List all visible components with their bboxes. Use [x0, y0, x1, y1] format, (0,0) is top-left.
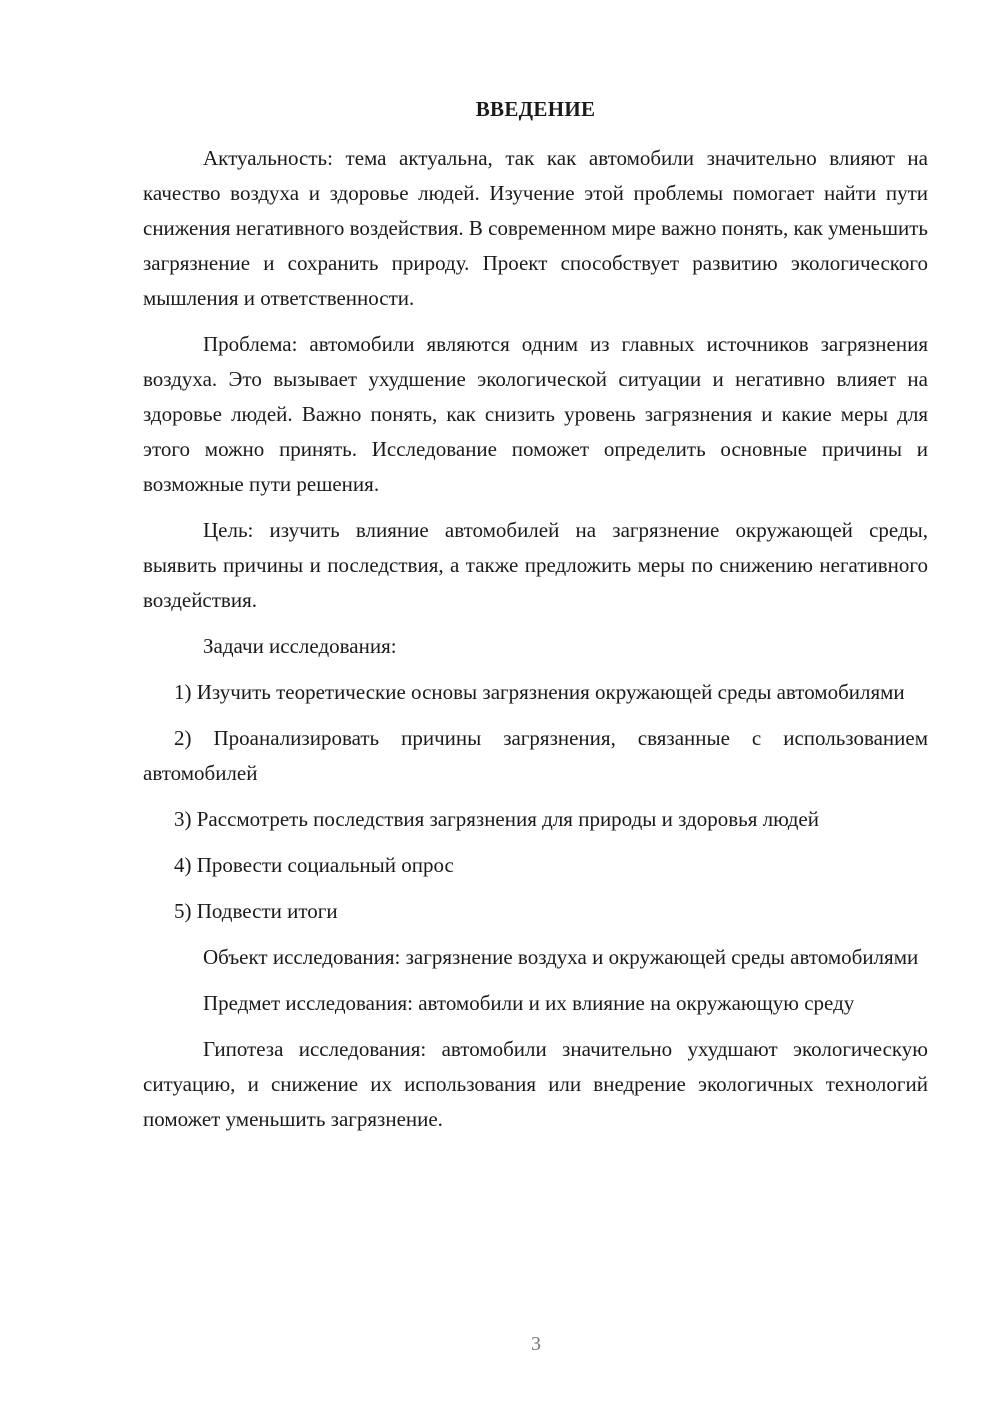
paragraph-tasks-heading: Задачи исследования: — [203, 634, 397, 658]
paragraph-goal: Цель: изучить влияние автомобилей на загрязнение окружающей среды, выявить причины и последствия, а также предложить меры по снижению негативного воздействия. — [143, 518, 928, 612]
paragraph-hypothesis: Гипотеза исследования: автомобили значительно ухудшают экологическую ситуацию, и снижение их использования или внедрение экологичных технологий поможет уменьшить загрязнение. — [143, 1037, 928, 1131]
task-item-3: 3) Рассмотреть последствия загрязнения для природы и здоровья людей — [174, 807, 819, 831]
task-item-5: 5) Подвести итоги — [174, 899, 338, 923]
task-item-2: 2) Проанализировать причины загрязнения, связанные с использованием автомобилей — [143, 726, 928, 785]
task-item-4: 4) Провести социальный опрос — [174, 853, 454, 877]
task-item-1: 1) Изучить теоретические основы загрязнения окружающей среды автомобилями — [174, 680, 905, 704]
document-page — [143, 94, 928, 1148]
paragraph-object: Объект исследования: загрязнение воздуха и окружающей среды автомобилями — [203, 945, 919, 969]
paragraph-subject: Предмет исследования: автомобили и их влияние на окружающую среду — [203, 991, 855, 1015]
page-number: 3 — [531, 1333, 541, 1355]
paragraph-relevance: Актуальность: тема актуальна, так как автомобили значительно влияют на качество воздуха и здоровье людей. Изучение этой проблемы помогает найти пути снижения негативного воздействия. В современном мире важно понять, как уменьшить загрязнение и сохранить природу. Проект способствует развитию экологического мышления и ответственности. — [143, 146, 928, 310]
section-title: ВВЕДЕНИЕ — [475, 97, 596, 121]
paragraph-problem: Проблема: автомобили являются одним из главных источников загрязнения воздуха. Это вызывает ухудшение экологической ситуации и негативно влияет на здоровье людей. Важно понять, как снизить уровень загрязнения и какие меры для этого можно принять. Исследование поможет определить основные причины и возможные пути решения. — [143, 332, 928, 496]
